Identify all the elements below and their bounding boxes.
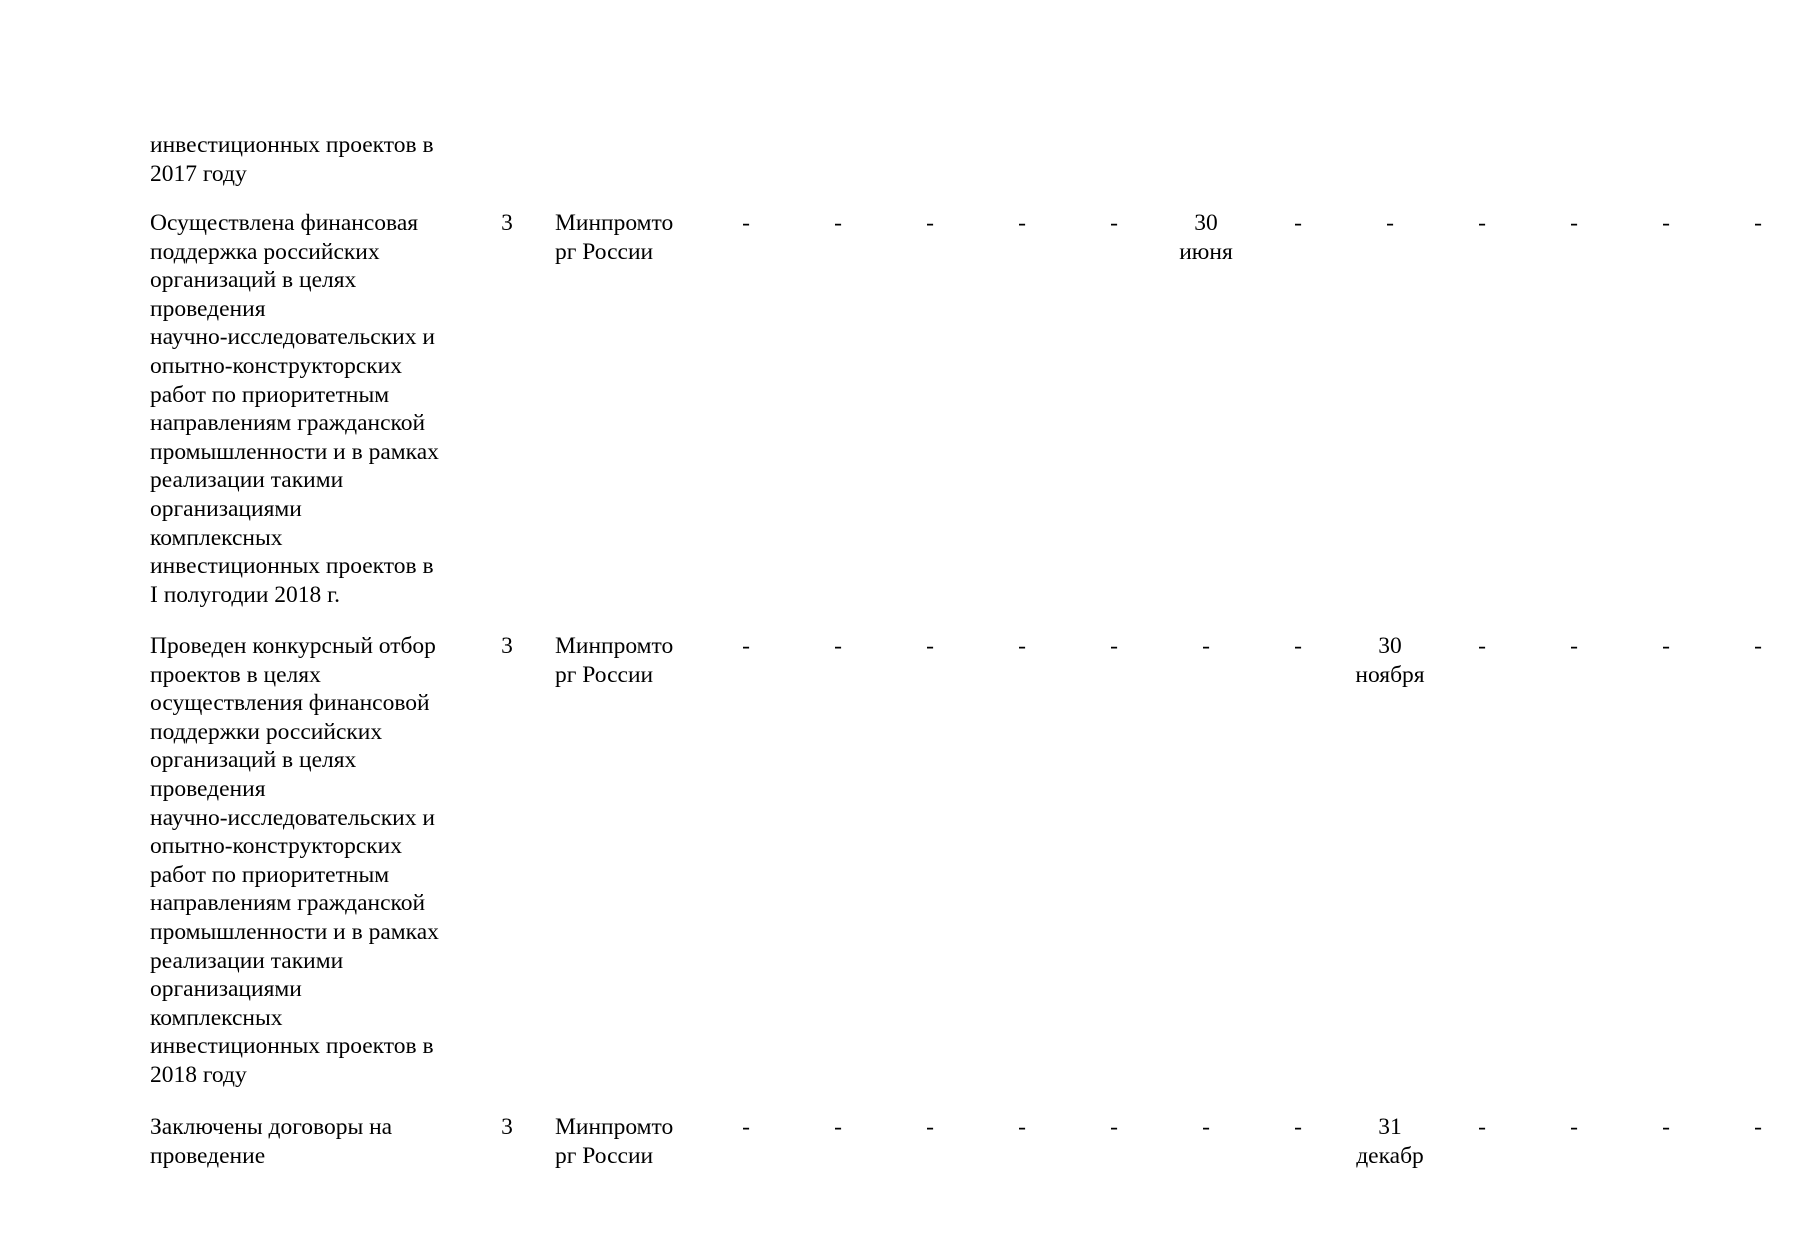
deadline-date-line: июня <box>1179 238 1233 265</box>
empty-dash: - <box>1294 633 1302 659</box>
month-cell-5 <box>1068 1113 1160 1142</box>
month-cell-9 <box>1436 1113 1528 1142</box>
empty-dash: - <box>1110 210 1118 236</box>
activity-description <box>150 632 470 1090</box>
month-cell-8 <box>1344 209 1436 238</box>
activity-description-line: проведение <box>150 1142 266 1169</box>
empty-dash: - <box>1754 1114 1762 1140</box>
empty-dash: - <box>1478 633 1486 659</box>
empty-dash: - <box>1110 633 1118 659</box>
responsible-executor-line: Минпромто <box>555 210 674 236</box>
activity-description-line: комплексных <box>150 524 283 551</box>
activity-description-line: научно-исследовательских и <box>150 804 435 831</box>
deadline-date-line: 31 <box>1378 1114 1402 1140</box>
empty-dash: - <box>834 1114 842 1140</box>
month-cell-3 <box>884 1113 976 1142</box>
empty-dash: - <box>834 210 842 236</box>
month-cell-11 <box>1620 632 1712 661</box>
activity-description-line: реализации такими <box>150 467 344 494</box>
activity-description <box>150 209 470 609</box>
deadline-date-line: декабр <box>1356 1142 1424 1169</box>
activity-description-line: проектов в целях <box>150 661 321 688</box>
activity-description-line: научно-исследовательских и <box>150 324 435 351</box>
responsible-executor-line: рг России <box>555 661 654 688</box>
empty-dash: - <box>1110 1114 1118 1140</box>
activity-description-line: Заключены договоры на <box>150 1114 393 1140</box>
month-cell-8 <box>1344 1113 1436 1170</box>
empty-dash: - <box>1294 210 1302 236</box>
responsible-executor <box>555 632 705 689</box>
activity-description-line: инвестиционных проектов в <box>150 1033 434 1060</box>
responsible-executor-line: Минпромто <box>555 633 674 659</box>
activity-description-line: проведения <box>150 295 266 322</box>
empty-dash: - <box>1018 210 1026 236</box>
level-number: 3 <box>501 1114 513 1140</box>
responsible-executor-line: рг России <box>555 238 654 265</box>
month-cell-2 <box>792 1113 884 1142</box>
responsible-executor-line: рг России <box>555 1142 654 1169</box>
month-cell-11 <box>1620 209 1712 238</box>
empty-dash: - <box>742 633 750 659</box>
month-cell-8 <box>1344 632 1436 689</box>
activity-description-line: организаций в целях <box>150 267 357 294</box>
month-cell-2 <box>792 209 884 238</box>
empty-dash: - <box>1018 1114 1026 1140</box>
empty-dash: - <box>1478 210 1486 236</box>
responsible-executor <box>555 1113 705 1170</box>
activity-description <box>150 1113 470 1170</box>
level-number: 3 <box>501 210 513 236</box>
month-cell-11 <box>1620 1113 1712 1142</box>
activity-description-line: проведения <box>150 775 266 802</box>
empty-dash: - <box>1662 1114 1670 1140</box>
activity-description-line: комплексных <box>150 1004 283 1031</box>
month-cell-7 <box>1252 209 1344 238</box>
deadline-date-line: ноября <box>1355 661 1425 688</box>
activity-description-line: осуществления финансовой <box>150 690 430 717</box>
responsible-executor-line: Минпромто <box>555 1114 674 1140</box>
empty-dash: - <box>834 633 842 659</box>
empty-dash: - <box>926 1114 934 1140</box>
month-cell-3 <box>884 632 976 661</box>
activity-description-line: Осуществлена финансовая <box>150 210 419 236</box>
activity-description-line: поддержки российских <box>150 718 383 745</box>
empty-dash: - <box>1662 210 1670 236</box>
activity-description-line: направлениям гражданской <box>150 410 426 437</box>
empty-dash: - <box>1570 210 1578 236</box>
activity-description-line: I полугодии 2018 г. <box>150 581 341 608</box>
activity-description-line: организациями <box>150 495 302 522</box>
activity-description-line: организациями <box>150 976 302 1003</box>
empty-dash: - <box>742 1114 750 1140</box>
deadline-date-line: 30 <box>1378 633 1402 659</box>
empty-dash: - <box>1754 210 1762 236</box>
empty-dash: - <box>1018 633 1026 659</box>
month-cell-4 <box>976 632 1068 661</box>
empty-dash: - <box>1202 633 1210 659</box>
month-cell-6 <box>1160 632 1252 661</box>
activity-description-line: организаций в целях <box>150 747 357 774</box>
month-cell-12 <box>1712 632 1804 661</box>
empty-dash: - <box>1570 633 1578 659</box>
empty-dash: - <box>1386 210 1394 236</box>
month-cell-1 <box>700 209 792 238</box>
activity-description-line: поддержка российских <box>150 238 380 265</box>
empty-dash: - <box>1662 633 1670 659</box>
month-cell-9 <box>1436 209 1528 238</box>
activity-description <box>150 131 470 188</box>
month-cell-10 <box>1528 209 1620 238</box>
month-cell-4 <box>976 1113 1068 1142</box>
month-cell-10 <box>1528 1113 1620 1142</box>
activity-description-line: работ по приоритетным <box>150 381 390 408</box>
month-cell-3 <box>884 209 976 238</box>
month-cell-9 <box>1436 632 1528 661</box>
month-cell-5 <box>1068 632 1160 661</box>
activity-description-line: реализации такими <box>150 947 344 974</box>
activity-description-line: 2018 году <box>150 1061 247 1088</box>
empty-dash: - <box>1478 1114 1486 1140</box>
month-cell-12 <box>1712 209 1804 238</box>
empty-dash: - <box>1570 1114 1578 1140</box>
empty-dash: - <box>1202 1114 1210 1140</box>
responsible-executor <box>555 209 705 266</box>
deadline-date-line: 30 <box>1194 210 1218 236</box>
activity-description-line: опытно-конструкторских <box>150 833 403 860</box>
month-cell-10 <box>1528 632 1620 661</box>
activity-description-line: направлениям гражданской <box>150 890 426 917</box>
month-cell-4 <box>976 209 1068 238</box>
activity-description-line: работ по приоритетным <box>150 861 390 888</box>
month-cell-7 <box>1252 1113 1344 1142</box>
activity-description-line: промышленности и в рамках <box>150 918 439 945</box>
empty-dash: - <box>1294 1114 1302 1140</box>
activity-description-line: 2017 году <box>150 160 247 187</box>
month-cell-1 <box>700 632 792 661</box>
activity-description-line: инвестиционных проектов в <box>150 132 434 158</box>
empty-dash: - <box>1754 633 1762 659</box>
month-cell-6 <box>1160 209 1252 266</box>
empty-dash: - <box>742 210 750 236</box>
month-cell-2 <box>792 632 884 661</box>
month-cell-7 <box>1252 632 1344 661</box>
activity-description-line: опытно-конструкторских <box>150 352 403 379</box>
activity-description-line: Проведен конкурсный отбор <box>150 633 436 659</box>
activity-description-line: инвестиционных проектов в <box>150 553 434 580</box>
level-number: 3 <box>501 633 513 659</box>
activity-description-line: промышленности и в рамках <box>150 438 439 465</box>
month-cell-12 <box>1712 1113 1804 1142</box>
month-cell-6 <box>1160 1113 1252 1142</box>
month-cell-5 <box>1068 209 1160 238</box>
month-cell-1 <box>700 1113 792 1142</box>
empty-dash: - <box>926 210 934 236</box>
empty-dash: - <box>926 633 934 659</box>
